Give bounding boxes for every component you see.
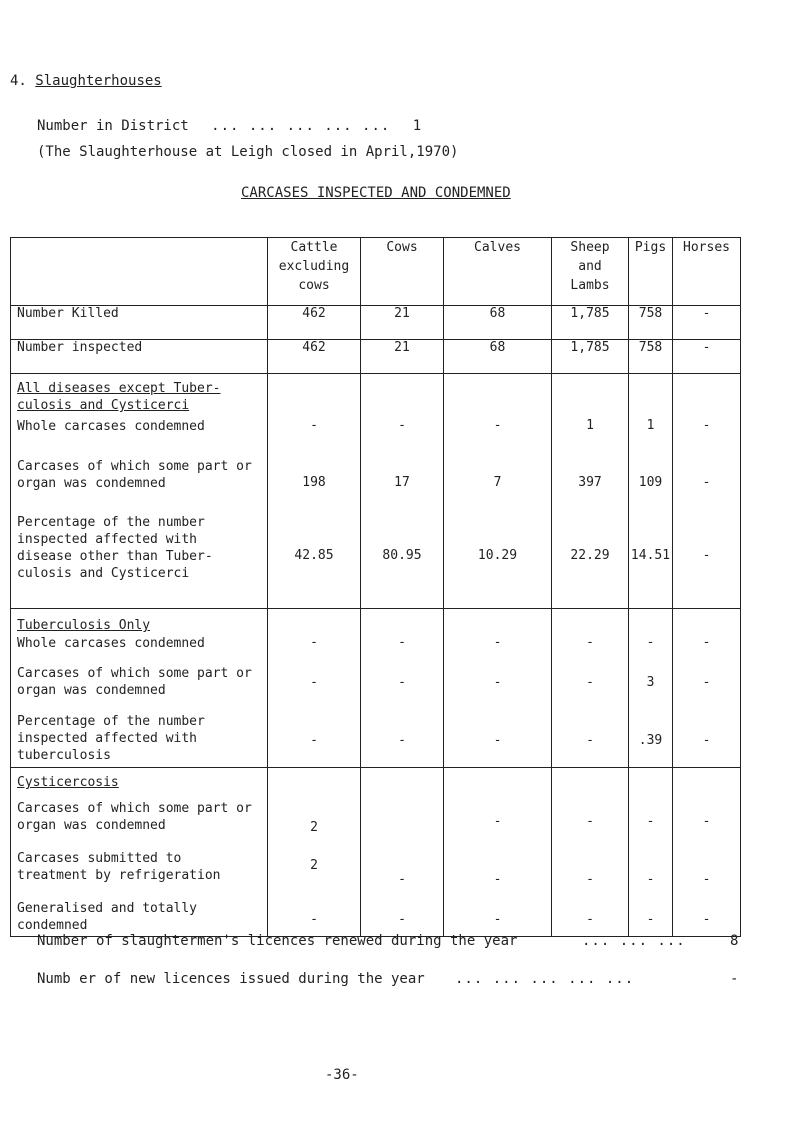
cattle-cell	[268, 768, 361, 937]
licences-renewed-value: 8	[730, 933, 739, 949]
header-row	[11, 238, 741, 306]
cell-cattle: 462	[268, 340, 361, 374]
refrig-value: 2	[310, 858, 318, 873]
whole-value: 1	[586, 418, 594, 433]
pigs-cell	[629, 609, 673, 768]
refrig-value: -	[702, 872, 711, 887]
part-value: -	[646, 814, 655, 829]
licences-new-label: Numb er of new licences issued during the year	[37, 971, 425, 987]
licences-new-dots: ... ... ... ... ...	[455, 971, 635, 987]
part-value: 397	[578, 475, 602, 490]
row-number-inspected	[11, 340, 741, 374]
part-value: -	[493, 675, 502, 690]
cell-cows: 21	[361, 306, 444, 340]
district-line	[37, 118, 421, 134]
whole-value: -	[310, 635, 318, 650]
whole-value: -	[493, 418, 502, 433]
part-value: -	[493, 814, 502, 829]
cell-calves: 68	[444, 340, 552, 374]
whole-value: -	[398, 635, 406, 650]
section-title: Slaughterhouses	[35, 73, 162, 89]
section-number: 4.	[10, 73, 27, 89]
gen-value: -	[398, 912, 406, 927]
part-value: -	[586, 675, 594, 690]
pct-value: -	[398, 733, 406, 748]
horses-cell	[673, 609, 741, 768]
gen-value: -	[646, 912, 655, 927]
pigs-cell	[629, 768, 673, 937]
part-value: -	[702, 475, 711, 490]
part-value: 2	[310, 820, 318, 835]
district-value: 1	[412, 118, 422, 134]
gen-value: -	[702, 912, 711, 927]
whole-label: Whole carcases condemned	[17, 636, 205, 651]
section-cysticercosis	[11, 768, 741, 937]
cell-cattle: 462	[268, 306, 361, 340]
section-label-cell	[11, 374, 268, 609]
col-cows: Cows	[361, 238, 444, 306]
cell-horses: -	[673, 306, 741, 340]
header-blank	[11, 238, 268, 306]
whole-value: -	[310, 418, 318, 433]
carcases-table	[10, 237, 741, 937]
district-label: Number in District	[37, 118, 189, 134]
pct-value: .39	[638, 733, 663, 748]
pct-value: 42.85	[294, 548, 334, 563]
horses-cell	[673, 374, 741, 609]
section-title: Cysticercosis	[17, 775, 119, 790]
whole-value: -	[702, 418, 711, 433]
part-value: -	[586, 814, 594, 829]
calves-cell	[444, 609, 552, 768]
part-label: Carcases of which some part or organ was condemned	[17, 801, 252, 833]
col-sheep: Sheep and Lambs	[552, 238, 629, 306]
table-title: CARCASES INSPECTED AND CONDEMNED	[241, 185, 511, 201]
section-tuberculosis	[11, 609, 741, 768]
gen-value: -	[493, 912, 502, 927]
pigs-cell	[629, 374, 673, 609]
gen-value: -	[310, 912, 318, 927]
part-value: -	[702, 814, 711, 829]
sheep-cell	[552, 374, 629, 609]
col-horses: Horses	[673, 238, 741, 306]
section-heading	[10, 73, 162, 89]
cell-sheep: 1,785	[552, 340, 629, 374]
col-pigs: Pigs	[629, 238, 673, 306]
part-value: -	[702, 675, 711, 690]
whole-value: -	[586, 635, 594, 650]
refrig-value: -	[493, 872, 502, 887]
calves-cell	[444, 374, 552, 609]
section-title: Tuberculosis Only	[17, 618, 151, 633]
cell-horses: -	[673, 340, 741, 374]
part-value: 7	[493, 475, 502, 490]
row-label: Number inspected	[11, 340, 268, 374]
whole-value: 1	[646, 418, 655, 433]
pct-value: -	[586, 733, 594, 748]
calves-cell	[444, 768, 552, 937]
pct-value: 10.29	[477, 548, 518, 563]
part-label: Carcases of which some part or organ was condemned	[17, 666, 252, 698]
pct-value: 80.95	[382, 548, 422, 563]
part-value: 3	[646, 675, 655, 690]
cattle-cell	[268, 609, 361, 768]
section-all-diseases	[11, 374, 741, 609]
section-label-cell	[11, 609, 268, 768]
pct-value: -	[702, 733, 711, 748]
cell-sheep: 1,785	[552, 306, 629, 340]
district-dots: ... ... ... ... ...	[211, 118, 391, 134]
part-value: 17	[394, 475, 410, 490]
whole-value: -	[702, 635, 711, 650]
licences-new-line	[37, 971, 425, 987]
pct-label: Percentage of the number inspected affected with disease other than Tuber- culosis and Cysticerci	[17, 515, 213, 581]
section-title: All diseases except Tuber- culosis and Cysticerci	[17, 381, 221, 413]
part-value: 198	[302, 475, 326, 490]
cell-calves: 68	[444, 306, 552, 340]
refrig-value: -	[586, 872, 594, 887]
section-label-cell	[11, 768, 268, 937]
cows-cell	[361, 609, 444, 768]
refrig-value: -	[646, 872, 655, 887]
cell-cows: 21	[361, 340, 444, 374]
licences-renewed-label: Number of slaughtermen's licences renewed during the year	[37, 933, 518, 949]
sheep-cell	[552, 609, 629, 768]
cows-cell	[361, 374, 444, 609]
whole-value: -	[398, 418, 406, 433]
pct-value: -	[310, 733, 318, 748]
pct-value: -	[493, 733, 502, 748]
refrig-value: -	[398, 872, 406, 887]
cattle-cell	[268, 374, 361, 609]
col-cattle: Cattle excluding cows	[268, 238, 361, 306]
row-label: Number Killed	[11, 306, 268, 340]
licences-renewed-dots: ... ... ...	[582, 933, 686, 949]
part-value: -	[310, 675, 318, 690]
gen-value: -	[586, 912, 594, 927]
pct-value: -	[702, 548, 711, 563]
licences-renewed-line	[37, 933, 517, 949]
refrig-label: Carcases submitted to treatment by refrigeration	[17, 851, 221, 883]
whole-value: -	[493, 635, 502, 650]
part-label: Carcases of which some part or organ was condemned	[17, 459, 252, 491]
horses-cell	[673, 768, 741, 937]
gen-label: Generalised and totally condemned	[17, 901, 198, 933]
page-number: -36-	[325, 1067, 359, 1083]
cell-pigs: 758	[629, 340, 673, 374]
pct-label: Percentage of the number inspected affected with tuberculosis	[17, 714, 205, 763]
part-value: -	[398, 675, 406, 690]
col-calves: Calves	[444, 238, 552, 306]
cell-pigs: 758	[629, 306, 673, 340]
part-value: 109	[638, 475, 663, 490]
sheep-cell	[552, 768, 629, 937]
pct-value: 14.51	[630, 548, 671, 563]
whole-label: Whole carcases condemned	[17, 419, 205, 434]
licences-new-value: -	[730, 971, 739, 987]
closure-note: (The Slaughterhouse at Leigh closed in April,1970)	[37, 144, 459, 160]
cows-cell	[361, 768, 444, 937]
row-number-killed	[11, 306, 741, 340]
whole-value: -	[646, 635, 655, 650]
pct-value: 22.29	[570, 548, 610, 563]
